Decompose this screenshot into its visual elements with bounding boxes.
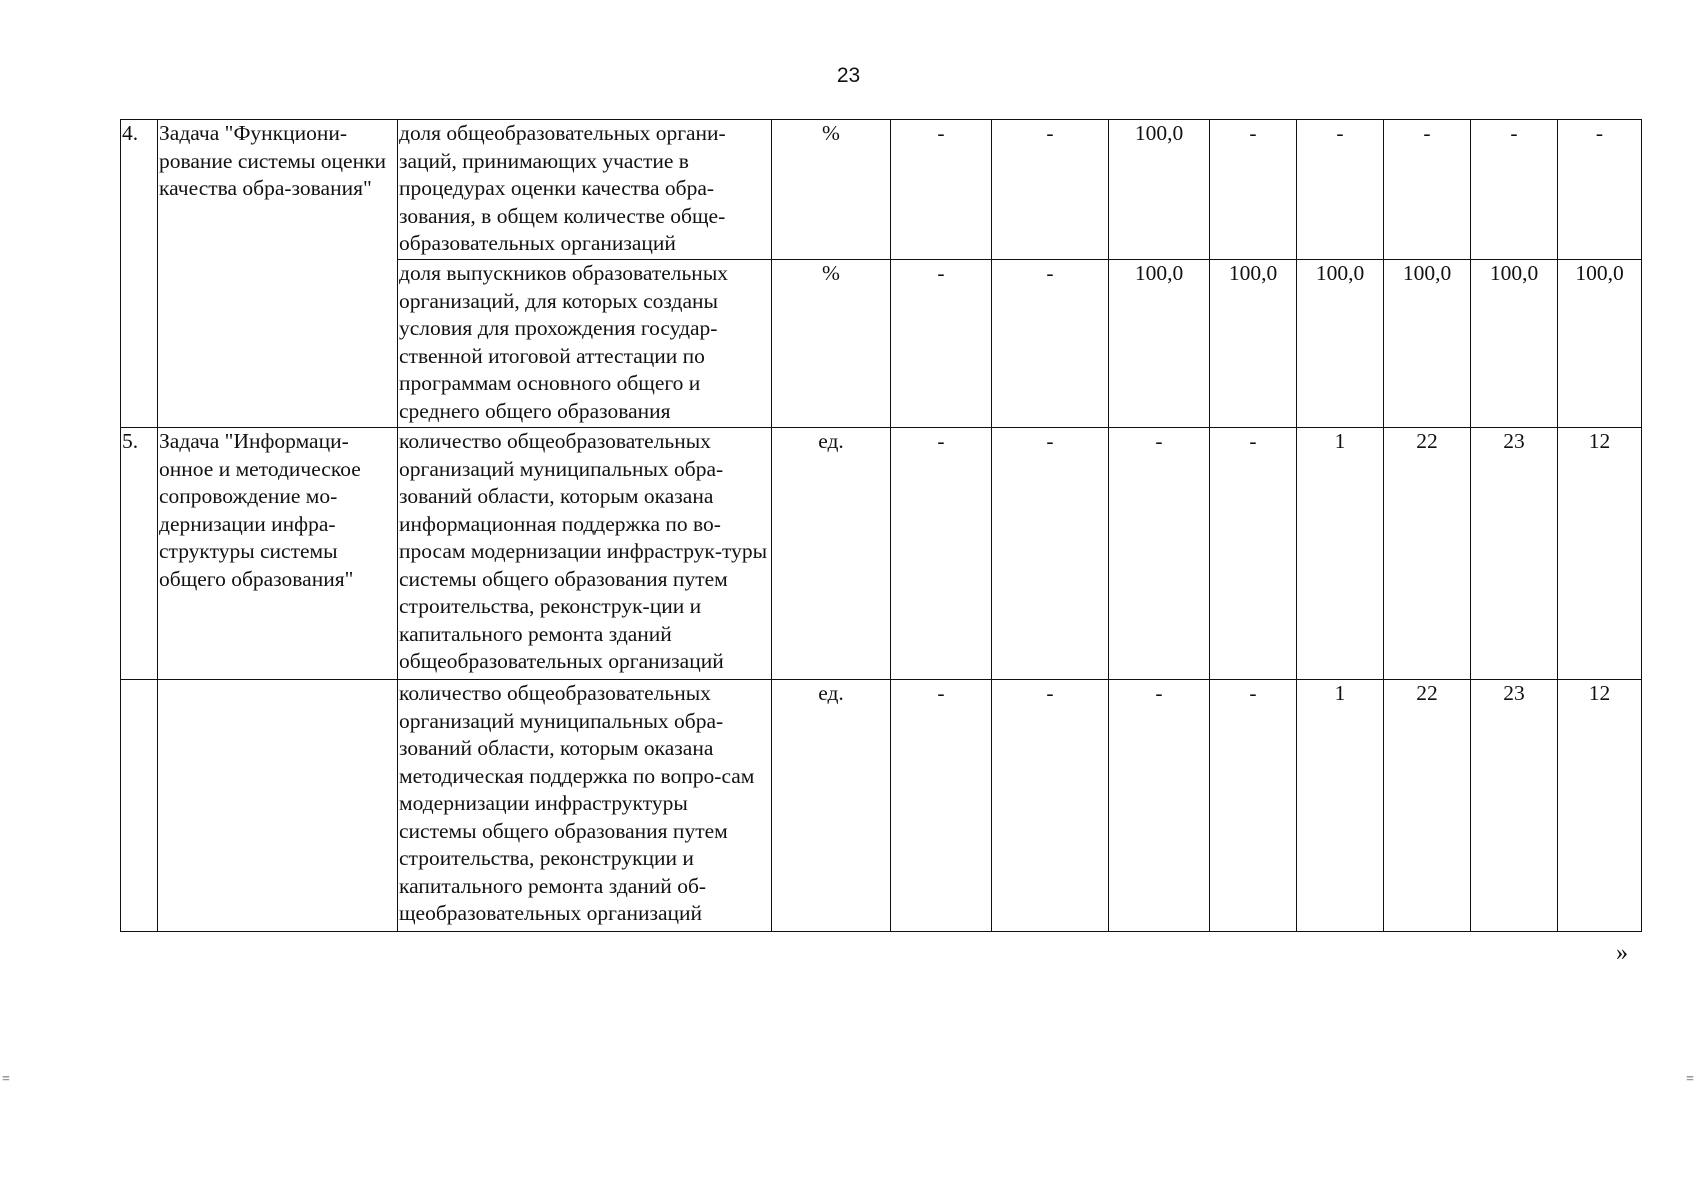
closing-quote: » bbox=[1616, 940, 1628, 966]
unit-cell: % bbox=[772, 120, 891, 260]
value-cell: - bbox=[992, 260, 1109, 428]
value-cell: 12 bbox=[1558, 428, 1642, 680]
value-cell: - bbox=[891, 680, 992, 932]
indicator-cell: количество общеобразовательных организаций муниципальных обра-зований области, которым оказана информационная поддержка по во-просам модернизации инфраструк-туры системы общего образования путем строительства, реконструк-ции и капитального ремонта зданий общеобразовательных организаций bbox=[398, 428, 772, 680]
value-cell: - bbox=[1109, 680, 1210, 932]
indicator-cell: доля выпускников образовательных организаций, для которых созданы условия для прохождения государ-ственной итоговой аттестации по программам основного общего и среднего общего образования bbox=[398, 260, 772, 428]
table-row bbox=[121, 680, 1642, 932]
task-cell bbox=[158, 680, 398, 932]
value-cell: - bbox=[891, 428, 992, 680]
page-number: 23 bbox=[836, 64, 861, 87]
left-margin-mark: = bbox=[2, 1072, 10, 1087]
value-cell: - bbox=[1471, 120, 1558, 260]
value-cell: - bbox=[891, 260, 992, 428]
value-cell: 23 bbox=[1471, 680, 1558, 932]
task-cell: Задача "Функциони-рование системы оценки качества обра-зования" bbox=[158, 120, 398, 428]
value-cell: 100,0 bbox=[1384, 260, 1471, 428]
value-cell: 1 bbox=[1297, 680, 1384, 932]
value-cell: - bbox=[1297, 120, 1384, 260]
right-margin-mark: = bbox=[1686, 1072, 1694, 1087]
value-cell: - bbox=[1109, 428, 1210, 680]
value-cell: 100,0 bbox=[1471, 260, 1558, 428]
value-cell: - bbox=[1210, 680, 1297, 932]
row-number: 4. bbox=[121, 120, 158, 428]
value-cell: 22 bbox=[1384, 428, 1471, 680]
unit-cell: ед. bbox=[772, 428, 891, 680]
value-cell: - bbox=[891, 120, 992, 260]
value-cell: - bbox=[1558, 120, 1642, 260]
row-number: 5. bbox=[121, 428, 158, 680]
value-cell: - bbox=[992, 428, 1109, 680]
unit-cell: % bbox=[772, 260, 891, 428]
indicators-table bbox=[120, 119, 1642, 932]
unit-cell: ед. bbox=[772, 680, 891, 932]
value-cell: 22 bbox=[1384, 680, 1471, 932]
indicator-cell: количество общеобразовательных организаций муниципальных обра-зований области, которым оказана методическая поддержка по вопро-сам модернизации инфраструктуры системы общего образования путем строительства, реконструкции и капитального ремонта зданий об-щеобразовательных организаций bbox=[398, 680, 772, 932]
row-number bbox=[121, 680, 158, 932]
value-cell: 100,0 bbox=[1109, 120, 1210, 260]
indicator-cell: доля общеобразовательных органи-заций, принимающих участие в процедурах оценки качества обра-зования, в общем количестве обще-образовательных организаций bbox=[398, 120, 772, 260]
value-cell: 100,0 bbox=[1210, 260, 1297, 428]
value-cell: 100,0 bbox=[1558, 260, 1642, 428]
value-cell: - bbox=[1384, 120, 1471, 260]
table-row bbox=[121, 120, 1642, 260]
value-cell: 100,0 bbox=[1297, 260, 1384, 428]
value-cell: 100,0 bbox=[1109, 260, 1210, 428]
value-cell: - bbox=[1210, 428, 1297, 680]
value-cell: 12 bbox=[1558, 680, 1642, 932]
task-cell: Задача "Информаци-онное и методическое сопровождение мо-дернизации инфра-структуры системы общего образования" bbox=[158, 428, 398, 680]
value-cell: - bbox=[992, 680, 1109, 932]
table-row bbox=[121, 428, 1642, 680]
value-cell: 1 bbox=[1297, 428, 1384, 680]
value-cell: - bbox=[992, 120, 1109, 260]
value-cell: 23 bbox=[1471, 428, 1558, 680]
value-cell: - bbox=[1210, 120, 1297, 260]
